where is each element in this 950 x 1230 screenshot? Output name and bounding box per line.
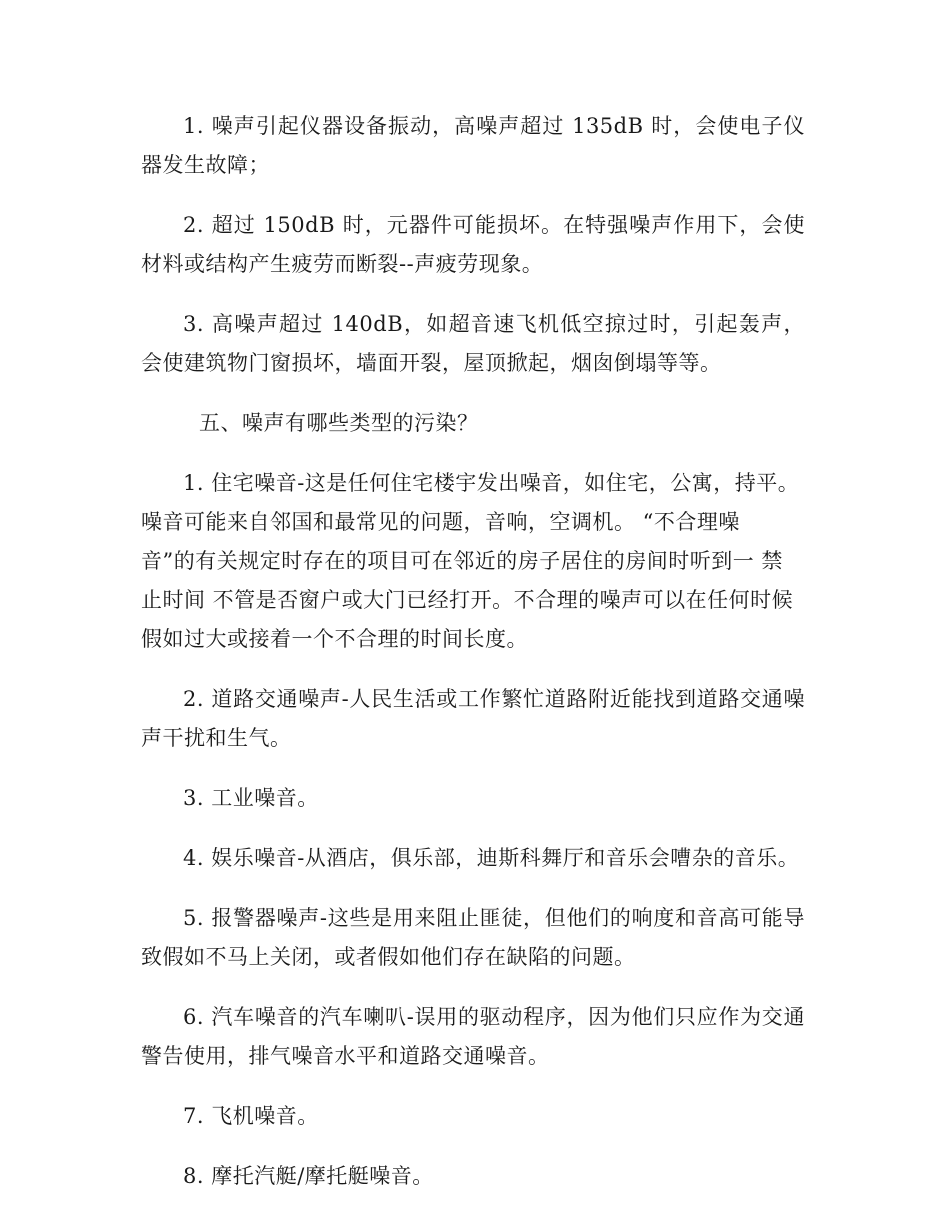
paragraph-entertainment-noise: 4. 娱乐噪音-从酒店，俱乐部，迪斯科舞厅和音乐会嘈杂的音乐。 — [183, 846, 800, 870]
residential-noise-line-1: 1. 住宅噪音-这是任何住宅楼宇发出噪音，如住宅，公寓，持平。 — [183, 471, 800, 495]
paragraph-alarm-noise: 5. 报警器噪声-这些是用来阻止匪徒，但他们的响度和音高可能导致假如不马上关闭，或者假如他们存在缺陷的问题。 — [141, 906, 805, 969]
paragraph-car-horn-noise: 6. 汽车噪音的汽车喇叭-误用的驱动程序，因为他们只应作为交通警告使用，排气噪音水平和道路交通噪音。 — [141, 1005, 805, 1068]
section-heading-noise-types: 五、噪声有哪些类型的污染？ — [199, 411, 479, 435]
paragraph-building-damage: 3. 高噪声超过 140dB，如超音速飞机低空掠过时，引起轰声，会使建筑物门窗损坏，墙面开裂，屋顶掀起，烟囱倒塌等等。 — [141, 312, 805, 375]
paragraph-road-traffic-noise: 2. 道路交通噪声-人民生活或工作繁忙道路附近能找到道路交通噪声干扰和生气。 — [141, 687, 805, 750]
residential-noise-line-5: 假如过大或接着一个不合理的时间长度。 — [141, 627, 528, 651]
document-body — [141, 107, 805, 1217]
paragraph-component-damage: 2. 超过 150dB 时，元器件可能损坏。在特强噪声作用下，会使材料或结构产生疲劳而断裂--声疲劳现象。 — [141, 213, 805, 276]
paragraph-aircraft-noise: 7. 飞机噪音。 — [183, 1104, 319, 1128]
paragraph-industrial-noise: 3. 工业噪音。 — [183, 786, 319, 810]
residential-noise-line-3: 音”的有关规定时存在的项目可在邻近的房子居住的房间时听到一 禁 — [141, 549, 783, 573]
residential-noise-line-2: 噪音可能来自邻国和最常见的问题，音响，空调机。 “不合理噪 — [141, 510, 740, 534]
paragraph-motorboat-noise: 8. 摩托汽艇/摩托艇噪音。 — [183, 1164, 434, 1188]
paragraph-residential-noise — [141, 464, 805, 659]
paragraph-equipment-vibration: 1. 噪声引起仪器设备振动，高噪声超过 135dB 时，会使电子仪器发生故障； — [141, 114, 805, 177]
residential-noise-line-4: 止时间 不管是否窗户或大门已经打开。不合理的噪声可以在任何时候 — [141, 588, 794, 612]
